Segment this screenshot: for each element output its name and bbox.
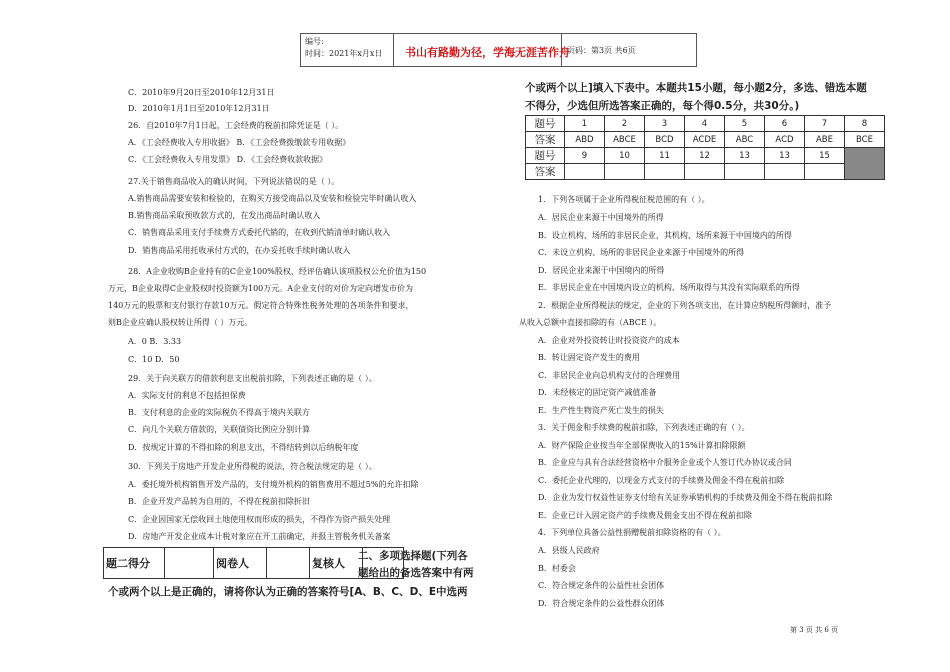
question-number-label: 题号 (526, 148, 565, 164)
text-line: A．委托境外机构销售开发产品的，支付境外机构的销售费用不超过5%的允许扣除 (128, 480, 419, 489)
question-1: 1．下列各项属于企业所得税征税范围的有（ ）。 (538, 195, 710, 204)
answer-cell: ABC (725, 132, 765, 148)
text-line: C．未设立机构、场所的非居民企业来源于中国境外的所得 (538, 248, 745, 257)
question-number: 5 (725, 116, 765, 132)
answer-cell: ABD (565, 132, 605, 148)
header-box (300, 33, 697, 67)
text-line: D．销售商品采用托收承付方式的，在办妥托收手续时确认收入 (128, 246, 351, 255)
text-line: C．非居民企业向总机构支付的合理费用 (538, 371, 681, 380)
text-line: E．企业已计入固定资产的手续费及佣金支出不得在税前扣除 (538, 511, 752, 520)
section-title-cont: 题给出的备选答案中有两 (358, 567, 474, 579)
answer-cell (565, 164, 605, 180)
text-line: A．0 B．3.33 (128, 337, 182, 346)
question-number: 1 (565, 116, 605, 132)
answer-cell: BCE (845, 132, 885, 148)
text-line: 140万元的股票和支付银行存款10万元。假定符合特殊性税务处理的各项条件和要求， (108, 301, 414, 310)
question-number: 12 (685, 148, 725, 164)
text-line: A．实际支付的利息不包括担保费 (128, 391, 246, 400)
text-line: D．符合规定条件的公益性群众团体 (538, 599, 665, 608)
question-number: 7 (805, 116, 845, 132)
text-line: A．财产保险企业按当年全部保费收入的15%计算扣除限额 (538, 441, 746, 450)
page-footer: 第 3 页 共 6 页 (790, 626, 839, 634)
question-number: 9 (565, 148, 605, 164)
question-30: 30．下列关于房地产开发企业所得税的说法，符合税法规定的是（ ）。 (128, 462, 377, 471)
answer-label: 答案 (526, 132, 565, 148)
text-line: D．按规定计算的不得扣除的利息支出，不得结转到以后纳税年度 (128, 443, 359, 452)
answer-cell (645, 164, 685, 180)
answer-cell (605, 164, 645, 180)
text-line: B．企业应与具有合法经营资格中介服务企业或个人签订代办协议或合同 (538, 458, 792, 467)
text-line: 从收入总额中直接扣除的有（ABCE ）。 (519, 318, 662, 327)
text-line: 则B企业应确认股权转让所得（ ）万元。 (108, 318, 253, 327)
question-26: 26．自2010年7月1日起，工会经费的税前扣除凭证是（ ）。 (128, 121, 344, 130)
text-line: D．未经核定的固定资产减值准备 (538, 388, 657, 397)
question-number: 13 (725, 148, 765, 164)
shaded-cell (845, 148, 885, 180)
question-29: 29．关于向关联方的借款利息支出税前扣除，下列表述正确的是（ ）。 (128, 374, 377, 383)
answer-table (525, 115, 885, 180)
text-line: D．居民企业来源于中国境内的所得 (538, 266, 665, 275)
text-line: C．《工会经费收入专用发票》 D．《工会经费收款收据》 (128, 155, 328, 164)
doc-time-label: 时间：2021年x月x日 (305, 49, 383, 58)
text-line: B．转让固定资产发生的费用 (538, 353, 640, 362)
text-line: B．设立机构、场所的非居民企业，其机构、场所来源于中国境内的所得 (538, 231, 792, 240)
page-label: 页码：第3页 共6页 (567, 46, 636, 55)
question-number: 6 (765, 116, 805, 132)
text-line: B.销售商品采取预收款方式的，在发出商品时确认收入 (128, 211, 321, 220)
answer-cell (765, 164, 805, 180)
answer-label: 答案 (526, 164, 565, 180)
answer-cell: ACD (765, 132, 805, 148)
question-number-label: 题号 (526, 116, 565, 132)
answer-cell: ABE (805, 132, 845, 148)
empty-cell (165, 548, 214, 579)
text-line: 万元，B企业取得C企业股权时投资额为100万元。A企业支付的对价为定向增发市价为 (108, 284, 414, 293)
grader-label: 阅卷人 (214, 548, 267, 579)
question-number: 15 (805, 148, 845, 164)
answer-cell: ABCE (605, 132, 645, 148)
question-number: 13 (765, 148, 805, 164)
text-line: E．非居民企业在中国境内设立的机构、场所取得与其没有实际联系的所得 (538, 283, 800, 292)
text-line: A.销售商品需要安装和检验的，在购买方接受商品以及安装和检验完毕时确认收入 (128, 194, 417, 203)
question-2: 2．根据企业所得税法的规定，企业的下列各项支出，在计算应纳税所得额时，准予 (538, 301, 832, 310)
text-line: D．房地产开发企业成本计税对象应在开工前确定，并报主管税务机关备案 (128, 532, 391, 541)
text-line: B．村委会 (538, 564, 576, 573)
text-line: A．企业对外投资转让时投资资产的成本 (538, 336, 680, 345)
question-number: 10 (605, 148, 645, 164)
doc-number-label: 编号: (305, 37, 324, 46)
score-label: 题二得分 (104, 548, 165, 579)
text-line: D．企业为发行权益性证券支付给有关证券承销机构的手续费及佣金不得在税前扣除 (538, 493, 833, 502)
answer-cell (805, 164, 845, 180)
question-number: 8 (845, 116, 885, 132)
reviewer-label: 复核人 (310, 548, 363, 579)
text-line: A．县级人民政府 (538, 546, 600, 555)
answer-cell: ACDE (685, 132, 725, 148)
text-line: C．向几个关联方借款的，关联债资比例应分别计算 (128, 425, 311, 434)
question-number: 11 (645, 148, 685, 164)
empty-cell (267, 548, 310, 579)
text-line: C．10 D．50 (128, 355, 180, 364)
section-title-cont: 个或两个以上是正确的，请将你认为正确的答案符号[A、B、C、D、E中选两 (108, 586, 468, 598)
section-instructions: 个或两个以上]填入下表中。本题共15小题，每小题2分，多选、错选本题 (525, 82, 867, 94)
question-number: 3 (645, 116, 685, 132)
section-title: 二、多项选择题(下列各 (358, 550, 468, 562)
question-3: 3．关于佣金和手续费的税前扣除，下列表述正确的有（ ）。 (538, 423, 750, 432)
text-line: D．2010年1月1日至2010年12月31日 (128, 104, 270, 113)
question-27: 27.关于销售商品收入的确认时间，下列说法错误的是（ ）。 (128, 177, 340, 186)
text-line: C．2010年9月20日至2010年12月31日 (128, 88, 275, 97)
question-number: 4 (685, 116, 725, 132)
question-28: 28．A企业收购B企业持有的C企业100%股权，经评估确认该项股权公允价值为150 (128, 267, 427, 276)
text-line: C．销售商品采用支付手续费方式委托代销的，在收到代销清单时确认收入 (128, 228, 391, 237)
answer-cell (685, 164, 725, 180)
header-divider (393, 34, 394, 66)
text-line: B．支付利息的企业的实际税负不得高于境内关联方 (128, 408, 310, 417)
text-line: C．符合规定条件的公益性社会团体 (538, 581, 665, 590)
answer-cell: BCD (645, 132, 685, 148)
text-line: C．委托企业代理的，以现金方式支付的手续费及佣金不得在税前扣除 (538, 476, 785, 485)
text-line: A．《工会经费收入专用收据》 B．《工会经费拨缴款专用收据》 (128, 138, 351, 147)
text-line: C．企业因国家无偿收回土地使用权而形成的损失，不得作为资产损失处理 (128, 515, 391, 524)
text-line: E．生产性生物资产死亡发生的损失 (538, 406, 664, 415)
question-number: 2 (605, 116, 645, 132)
motto: 书山有路勤为径，学海无涯苦作舟 (405, 46, 570, 59)
question-4: 4．下列单位具备公益性捐赠税前扣除资格的有（ ）。 (538, 528, 726, 537)
text-line: A．居民企业来源于中国境外的所得 (538, 213, 664, 222)
section-instructions: 不得分，少选但所选答案正确的，每个得0.5分，共30分。) (525, 100, 800, 112)
answer-cell (725, 164, 765, 180)
text-line: B．企业开发产品转为自用的，不得在税前扣除折旧 (128, 497, 310, 506)
